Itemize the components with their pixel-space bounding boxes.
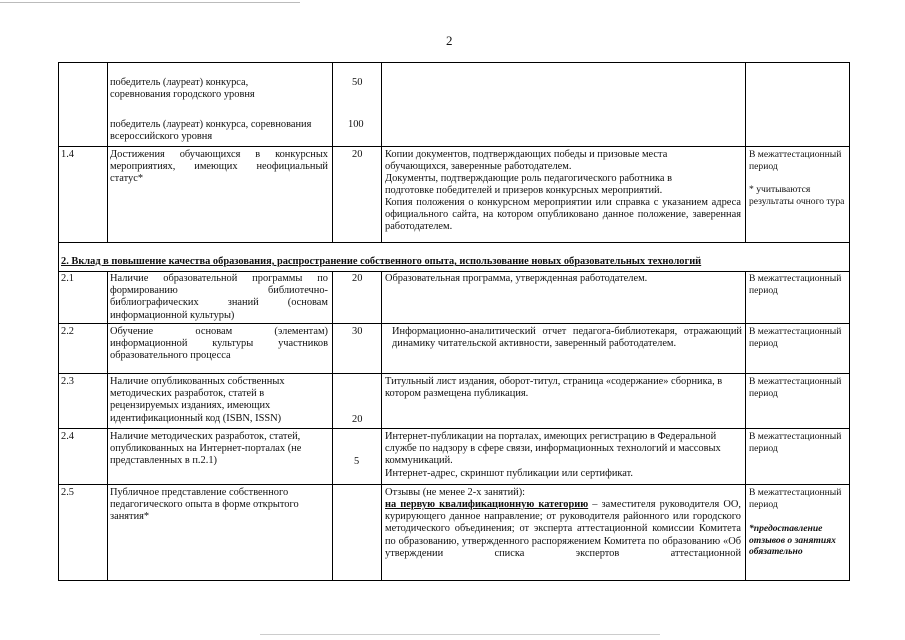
criterion-points: 20 [352,149,363,160]
criterion-points: 30 [352,326,363,337]
period-text: В межаттестационный период [749,376,842,399]
table-border [58,373,850,374]
row-number: 2.2 [61,326,74,337]
row-number: 2.1 [61,273,74,284]
table-border [58,62,59,580]
table-border [381,271,382,580]
period-text: В межаттестационный период [749,149,842,172]
period-text: В межаттестационный период [749,326,842,349]
criterion-points: 20 [352,273,363,284]
evidence-docs-rest: – заместителя руководителя ОО, курирующего данное направление; от руководителя районного или городского методического объединения; от эксперта аттестационной комиссии Комитета по образованию, утвержденного распоряжением Комитета по образованию «Об утверждении списка экспертов аттестационной [385,499,741,559]
criterion-points: 5 [354,456,360,467]
evidence-docs: Документы, подтверждающие роль педагогического работника в подготовке победителей и призеров конкурсных мероприятий. [385,173,673,197]
evidence-docs: Титульный лист издания, оборот-титул, страница «содержание» сборника, в котором размещена публикация. [385,376,723,400]
bottom-rule [260,634,660,635]
criteria-table [58,62,850,581]
evidence-docs: Образовательная программа, утвержденная работодателем. [385,273,648,284]
table-border [58,428,850,429]
table-border [381,62,382,242]
criterion-points: 20 [352,414,363,425]
table-border [107,62,108,242]
period-text: В межаттестационный период [749,431,842,454]
criterion-title: Наличие образовательной программы по формированию библиотечно-библиографических знаний (основам информационной культуры) [110,273,328,321]
table-border [332,271,333,580]
period-text: В межаттестационный период [749,273,842,296]
page-number: 2 [446,33,453,48]
table-border [849,62,850,580]
row-number: 2.5 [61,487,74,498]
table-border [58,271,850,272]
evidence-docs: Копии документов, подтверждающих победы и призовые места обучающихся, заверенные работодателем. [385,149,668,173]
row-number: 1.4 [61,149,74,160]
row-number: 2.3 [61,376,74,387]
table-border [745,271,746,580]
evidence-docs: Интернет-публикации на порталах, имеющих регистрацию в Федеральной службе по надзору в сфере связи, информационных технологий и массовых коммуникаций. [385,431,721,467]
category-label: на первую квалификационную категорию [385,499,589,510]
criterion-title: Достижения обучающихся в конкурсных мероприятиях, имеющих неофициальный статус* [110,149,328,185]
evidence-docs: Копия положения о конкурсном мероприятии или справка с указанием адреса официального сайта, на котором опубликовано данное положение, заверенная работодателем. [385,197,741,233]
period-note: *предоставление отзывов о занятиях обязательно [749,523,836,558]
criterion-title: Наличие методических разработок, статей, опубликованных на Интернет-порталах (не представленных в п.2.1) [110,431,302,467]
top-rule [0,2,300,3]
table-border [745,62,746,242]
criterion-title: Публичное представление собственного педагогического опыта в форме открытого занятия* [110,487,299,523]
table-border [332,62,333,242]
evidence-docs: Информационно-аналитический отчет педагога-библиотекаря, отражающий динамику читательской активности, заверенный работодателем. [392,326,742,350]
criterion-title: Обучение основам (элементам) информационной культуры участников образовательного процесса [110,326,328,362]
table-border [58,580,850,581]
table-border [58,242,850,243]
period-note: * учитываются результаты очного тура [749,184,845,207]
criterion-points: 100 [348,119,364,130]
criterion-title: Наличие опубликованных собственных методических разработок, статей в рецензируемых изданиях, имеющих идентификационный код (ISBN, ISSN) [110,376,285,424]
criterion-text: победитель (лауреат) конкурса, соревнования всероссийского уровня [110,119,312,143]
table-border [58,62,850,63]
criterion-text: победитель (лауреат) конкурса, соревнования городского уровня [110,77,255,101]
table-border [58,484,850,485]
evidence-docs: Интернет-адрес, скриншот публикации или сертификат. [385,468,634,479]
evidence-docs-head: Отзывы (не менее 2-х занятий): [385,487,526,498]
section-heading: 2. Вклад в повышение качества образования, распространение собственного опыта, использование новых образовательных технологий [61,256,702,267]
row-number: 2.4 [61,431,74,442]
criterion-points: 50 [352,77,363,88]
period-text: В межаттестационный период [749,487,842,510]
evidence-docs [385,499,741,560]
table-border [107,271,108,580]
table-border [58,323,850,324]
table-border [58,146,850,147]
